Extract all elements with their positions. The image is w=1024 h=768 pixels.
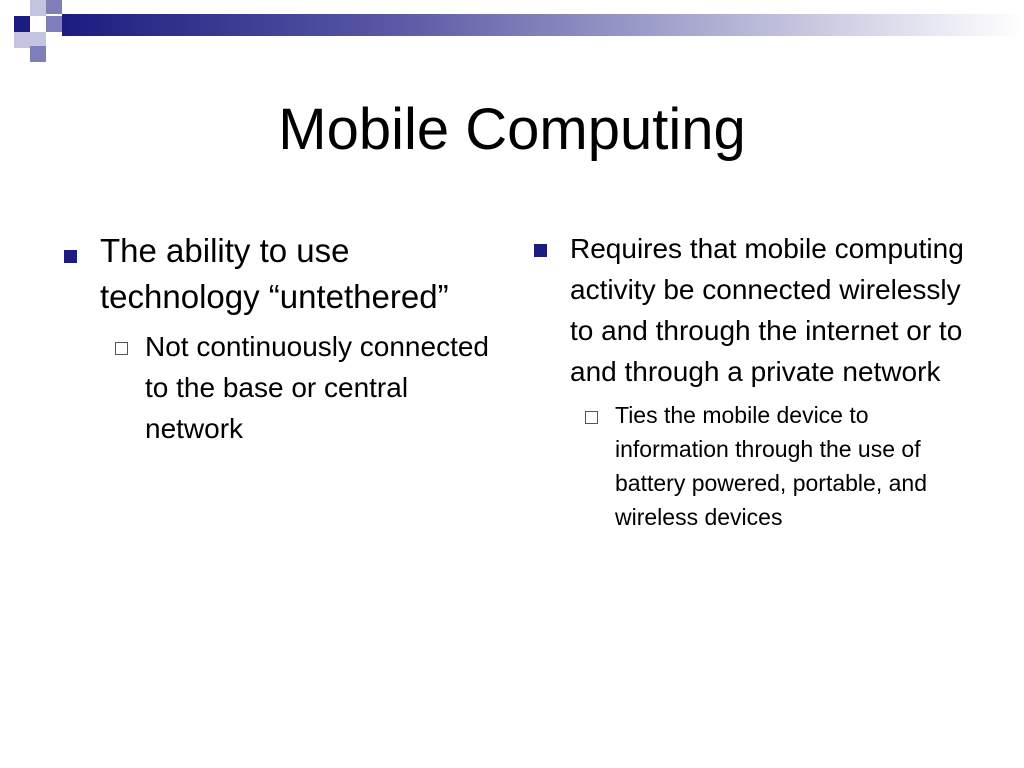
right-bullet	[530, 228, 970, 392]
left-sub-bullet	[105, 326, 500, 449]
left-column	[60, 228, 500, 449]
slide-title: Mobile Computing	[278, 97, 746, 162]
filled-square-icon	[534, 244, 547, 257]
right-column	[530, 228, 970, 534]
right-bullet-text: Requires that mobile computing activity be connected wirelessly to and through the internet or to and through a private network	[570, 233, 964, 387]
hollow-square-icon	[115, 342, 128, 355]
decor-square-mid	[46, 16, 62, 32]
decor-square-light	[14, 32, 30, 48]
decor-square-mid	[30, 46, 46, 62]
decor-square-dark	[14, 16, 30, 32]
left-bullet	[60, 228, 500, 320]
filled-square-icon	[64, 250, 77, 263]
decor-square-light	[30, 0, 46, 16]
left-sub-bullet-text: Not continuously connected to the base or central network	[145, 331, 489, 444]
right-sub-bullet-text: Ties the mobile device to information through the use of battery powered, portable, and wireless devices	[615, 402, 927, 530]
hollow-square-icon	[585, 411, 598, 424]
decor-square-mid	[46, 0, 62, 14]
header-gradient-bar	[62, 14, 1024, 36]
left-bullet-text: The ability to use technology “untethered”	[100, 232, 449, 315]
right-sub-bullet	[575, 398, 970, 534]
